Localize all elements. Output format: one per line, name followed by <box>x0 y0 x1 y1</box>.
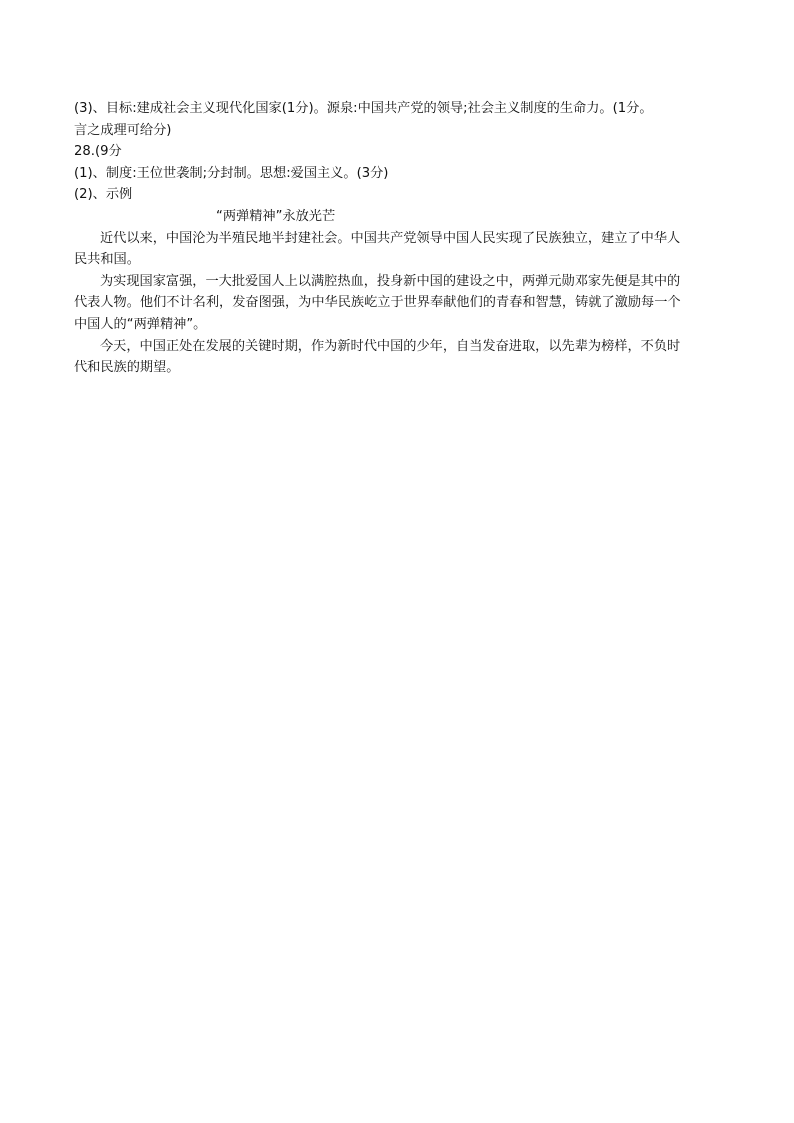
essay-paragraph-3-line-1: 今天，中国正处在发展的关键时期，作为新时代中国的少年，自当发奋进取，以先辈为榜样，不负时 <box>100 338 681 354</box>
answer-line-3-note: 言之成理可给分) <box>74 122 172 138</box>
answer-line-1: (1)、制度:王位世袭制;分封制。思想:爱国主义。(3分) <box>74 165 389 181</box>
essay-paragraph-1-line-2: 民共和国。 <box>74 252 140 268</box>
answer-document <box>74 98 724 379</box>
essay-paragraph-3-line-2: 代和民族的期望。 <box>74 360 180 376</box>
essay-paragraph-2-line-3: 中国人的“两弹精神”。 <box>74 316 207 332</box>
essay-paragraph-1-line-1: 近代以来，中国沦为半殖民地半封建社会。中国共产党领导中国人民实现了民族独立，建立了中华人 <box>100 230 681 246</box>
answer-line-2-example: (2)、示例 <box>74 187 133 203</box>
question-28-heading: 28.(9分 <box>74 144 122 160</box>
essay-paragraph-2-line-1: 为实现国家富强，一大批爱国人上以满腔热血，投身新中国的建设之中，两弹元勋邓家先便是其中的 <box>100 273 681 289</box>
answer-line-3-goal: (3)、目标:建成社会主义现代化国家(1分)。源泉:中国共产党的领导;社会主义制度的生命力。(1分。 <box>74 101 653 116</box>
essay-paragraph-2-line-2: 代表人物。他们不计名利，发奋图强，为中华民族屹立于世界奉献他们的青春和智慧，铸就了激励每一个 <box>74 295 681 311</box>
essay-title: “两弹精神”永放光芒 <box>216 208 336 224</box>
